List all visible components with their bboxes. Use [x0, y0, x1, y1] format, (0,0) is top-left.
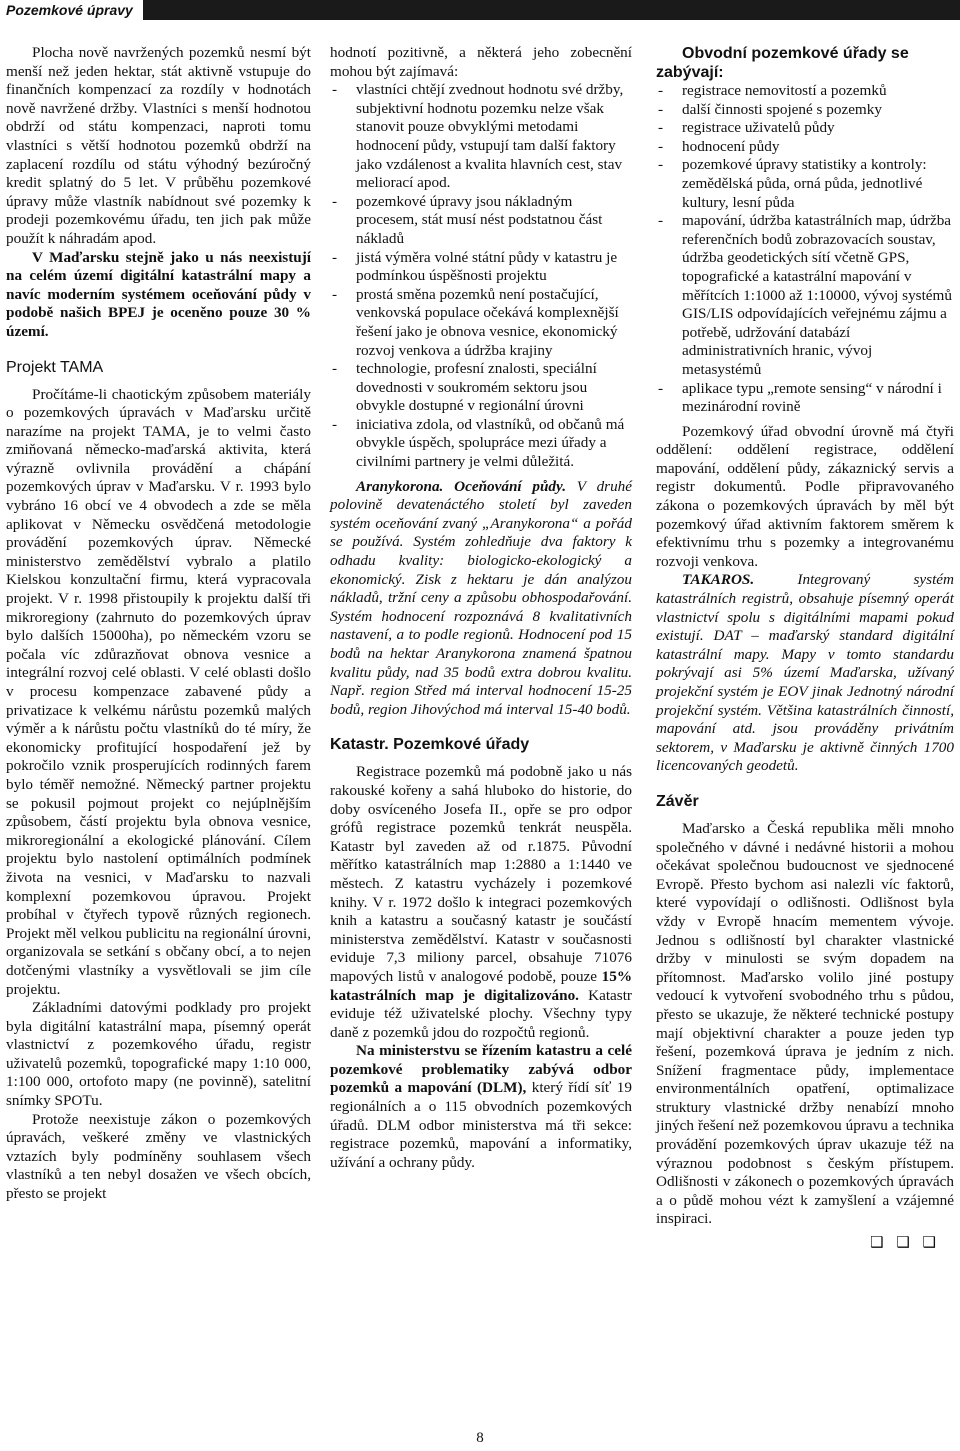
list-item: - registrace uživatelů půdy — [656, 119, 954, 138]
list-item: - pozemkové úpravy statistiky a kontroly: zemědělská půda, orná půda, jednotlivé kultury, lesní půda — [656, 156, 954, 212]
heading-zaver: Závěr — [656, 792, 699, 810]
aranykorona-text: V druhé polovině devatenáctého století byl zaveden systém oceňování zvaný „Aranykorona“ a pořád se používá. Systém zohledňuje dva faktory k odhadu kvality: biologicko-ekologický a ekonomický. Zisk z hektaru je dán analýzou nákladů, tržní ceny a způsobu obhospodařování. Systém hodnocení rozpoznává 8 kvalitativních nastavení, a to podle regionů. Hodnocení pod 15 bodů na hektar Aranykorona znamená špatnou kvalitu půdy, nad 35 bodů extra dobrou kvalitu. Např. region Střed má interval hodnocení 15-25 bodů, region Jihovýchod má interval 15-40 bodů. — [330, 477, 633, 718]
header-bar — [0, 0, 960, 20]
section-title: Pozemkové úpravy — [0, 0, 145, 20]
paragraph: Maďarsko a Česká republika měli mnoho společného v dávné i nedávné historii a mohou očekávat společnou budoucnost ve sjednocené Evropě. Přesto bychom asi nalezli víc faktorů, které vypovídají o odlišnosti. Odlišnost byla vždy v Evropě hnacím mementem vývoje. Jednou s odlišností byl charakter vlastnické držby v minulosti se svým dopadem na přítomnost. Maďarsko volilo jiné postupy vedoucí k vytvoření svobodného trhu s půdou, přesto se ukazuje, že některé technické postupy mají objektivní charakter a pouze jeden typ řešení, pozemková úprava je jedním z nich. Snížení fragmentace půdy, implementace environmentálních opatření, optimalizace struktury vlastnické držby nenabízí mnoho jiných řešení než pozemkovou úpravu a technika provádění pozemkových úprav ukazuje též na výraznou podobnost s českým přístupem. Odlišnosti v zákonech o pozemkových úpravách a o půdě mohou vézt k zamyšlení a vzájemné inspiraci. — [656, 819, 954, 1228]
text-run: Registrace pozemků má podobně jako u nás rakouské kořeny a sahá hluboko do historie, do doby osvíceného Josefa II., opře se pro odpor grófů registrace pozemků tenkrát neuspěla. Katastr byl zaveden až od r.1875. Původní měřítko katastrálních map 1:2880 a 1:1440 ve městech. Z katastru vycházely i pozemkové knihy. V r. 1972 došlo k integraci pozemkových knih a katastru a současný katastr je součástí ministerstva zemědělství. Katastr v současnosti eviduje 7,3 miliony parcel, obsahuje 71076 mapových listů v analogové podobě, pouze — [330, 763, 632, 985]
text-run: který řídí síť 19 regionálních a o 115 obvodních pozemkových úřadů. DLM odbor ministerstva má tři sekce: registrace pozemků, mapování a informatiky, užívání a ochrany půdy. — [330, 1079, 632, 1171]
findings-list — [330, 81, 632, 471]
takaros-head: TAKAROS. — [682, 571, 755, 589]
bold-paragraph: V Maďarsku stejně jako u nás neexistují na celém území digitální katastrální mapy a navíc moderním systémem oceňování půdy v podobě našich BPEJ je oceněno pouze 30 % území. — [6, 248, 311, 340]
page-number: 8 — [476, 1430, 484, 1446]
paragraph: Protože neexistuje zákon o pozemkových úpravách, veškeré změny ve vlastnických vztazích byly podmíněny souhlasem všech vlastníků a ten nebyl dosažen ve všech obcích, přesto se projekt — [6, 1110, 311, 1203]
column-1 — [6, 44, 311, 1204]
column-2 — [330, 44, 632, 1172]
list-item: - další činnosti spojené s pozemky — [656, 101, 954, 120]
takaros-text: Integrovaný systém katastrálních registrů, obsahuje písemný operát vlastnictví spolu s digitálními mapami pokud existují. DAT – maďarský standard digitální katastrální mapy. Mapy v tomto standardu pokrývají asi 5% území Maďarska, užívaný projekční systém je EOV jinak Jednotný národní projekční systém. Většina katastrálních činností, mapování atd. jsou prováděny privátním sektorem, v Maďarsku je aktivně činných 1700 licencovaných geodetů. — [656, 571, 954, 775]
paragraph: Pozemkový úřad obvodní úrovně má čtyři oddělení: oddělení registrace, oddělení mapování, oddělení půdy, zákaznický servis a registr dokumentů. Podle připravovaného zákona o pozemkových úpravách by měl být pozemkový úřad aktivním faktorem směrem k efektivnímu trhu s pozemky a integrovanému rozvoji venkova. — [656, 422, 954, 570]
text-run-bold: Na ministerstvu se řízením katastru a celé pozemkové problematiky zabývá odbor pozemků a mapování (DLM), — [330, 1042, 632, 1097]
list-item: - iniciativa zdola, od vlastníků, od občanů má obvykle úspěch, spolupráce mezi úřady a civilními partnery je velmi důležitá. — [330, 416, 632, 472]
list-item: - mapování, údržba katastrálních map, údržba referenčních bodů zobrazovacích soustav, údržba geodetických sítí včetně GPS, topografické a katastrální mapování v měřítcích 1:1000 až 1:10000, vývoj systémů GIS/LIS odpovídajících veřejnému zájmu a potřebě, udržování databází administrativních hranic, vývoj metasystémů — [656, 212, 954, 379]
paragraph: hodnotí pozitivně, a některá jeho zobecnění mohou být zajímavá: — [330, 44, 632, 80]
list-item: - hodnocení půdy — [656, 138, 954, 157]
heading-katastr: Katastr. Pozemkové úřady — [330, 736, 530, 754]
takaros-paragraph — [656, 571, 954, 776]
lead-heading: Obvodní pozemkové úřady se zabývají: — [656, 45, 909, 81]
text-run: Katastr eviduje též uživatelské plochy. Všechny typy daně z pozemků jdou do rozpočtů regionů. — [330, 986, 632, 1041]
list-item: - prostá směna pozemků není postačující, venkovská populace očekává komplexnější řešení jako je obnova vesnice, ekonomický rozvoj venkova a údržba krajiny — [330, 286, 632, 360]
paragraph: Pročítáme-li chaotickým způsobem materiály o pozemkových úpravách v Maďarsku určitě narazíme na projekt TAMA, je to velmi často zmiňovaná německo-maďarská aktivita, která výrazně ovlivnila provádění a chápání pozemkových úprav v Maďarsku. V r. 1993 bylo vybráno 16 obcí ve 4 obvodech a zde se měla aplikovat v Německu osvědčená metodologie provádění pozemkových úprav. Německé ministerstvo zemědělství vybralo a platilo Kielskou konzultační firmu, která vypracovala projekt. V r. 1998 přistoupily k projektu další tři mikroregiony (zahrnuto do pozemkových úprav bylo dalších 15000ha), po německém vzoru se počala víc zdůrazňovat obnova vesnice a integrální rozvoj celé oblasti. V celé oblasti došlo v procesu kompenzace zabavené půdy a privatizace k velkému nárůstu pozemků malých výměr a k nárůstu počtu vlastníků do té míry, že ekonomicky profitující hospodaření jež by pokročilo vznik prosperujících rodinných farem bylo téměř nemožné. Německý partner projektu se pokusil pojmout projekt co nejúplnějším způsobem, částí projektu byla obnova vesnice, mikroregionální a ekologické plánování. Cílem projektu bylo nastolení optimálních podmínek života na vesnici, v Maďarsku to nazvali komplexní pozemkovou úpravou. Projekt probíhal v čtyřech typově různých regionech. Projekt měl velkou publicitu na regionální úrovni, organizovala se setkání s občany obcí, a to nejen dotčenými vlastníky a vysvětlovali se jim cíle projektu. — [6, 385, 311, 998]
duties-list — [656, 82, 954, 417]
text-run-bold: 15% katastrálních map je digitalizováno. — [330, 967, 632, 1004]
list-item: - pozemkové úpravy jsou nákladným procesem, stát musí nést podstatnou část nákladů — [330, 193, 632, 249]
ministerstvo-paragraph — [330, 1042, 632, 1172]
list-item: - vlastníci chtějí zvednout hodnotu své držby, subjektivní hodnotu pozemku nelze však stanovit pouze obvyklými metodami hodnocení půdy, vstupují tam další faktory jako vzdálenost a kvalita hlavních cest, stav meliorací apod. — [330, 81, 632, 193]
aranykorona-head: Aranykorona. Oceňování půdy. — [356, 477, 567, 495]
end-marks: ❑ ❑ ❑ — [870, 1233, 940, 1252]
paragraph: Plocha nově navržených pozemků nesmí být menší než jeden hektar, stát aktivně vstupuje do finančních kompenzací za rozdíly v hodnotách nově navržené držby. Vlastníci s menší hodnotou obdrží od státu kompenzaci, naproti tomu vlastníci s větší hodnotou pozemků obdrží na zaplacení rozdílu od státu výhodný bezúročný kredit splatný do 5 let. V průběhu pozemkové úpravy může vlastník nabídnout své pozemky k prodeji pozemkovému úřadu, ten jich pak může použít k náhradám apod. — [6, 44, 311, 247]
heading-projekt-tama: Projekt TAMA — [6, 358, 104, 376]
list-item: - registrace nemovitostí a pozemků — [656, 82, 954, 101]
list-item: - aplikace typu „remote sensing“ v národní i mezinárodní rovině — [656, 380, 954, 417]
katastr-paragraph — [330, 763, 632, 1042]
list-item: - technologie, profesní znalosti, speciální dovednosti v soukromém sektoru jsou obvykle dostupné v regionální úrovni — [330, 360, 632, 416]
paragraph: Základními datovými podklady pro projekt byla digitální katastrální mapa, písemný operát vlastnictví z pozemkového úřadu, registr uživatelů pozemků, topografické mapy 1:10 000, 1:100 000, ortofoto mapy (ne povinně), satelitní snímky SPOTu. — [6, 999, 311, 1110]
list-item: - jistá výměra volné státní půdy v katastru je podmínkou úspěšnosti projektu — [330, 249, 632, 286]
aranykorona-paragraph — [330, 478, 632, 720]
column-3 — [656, 44, 954, 1252]
